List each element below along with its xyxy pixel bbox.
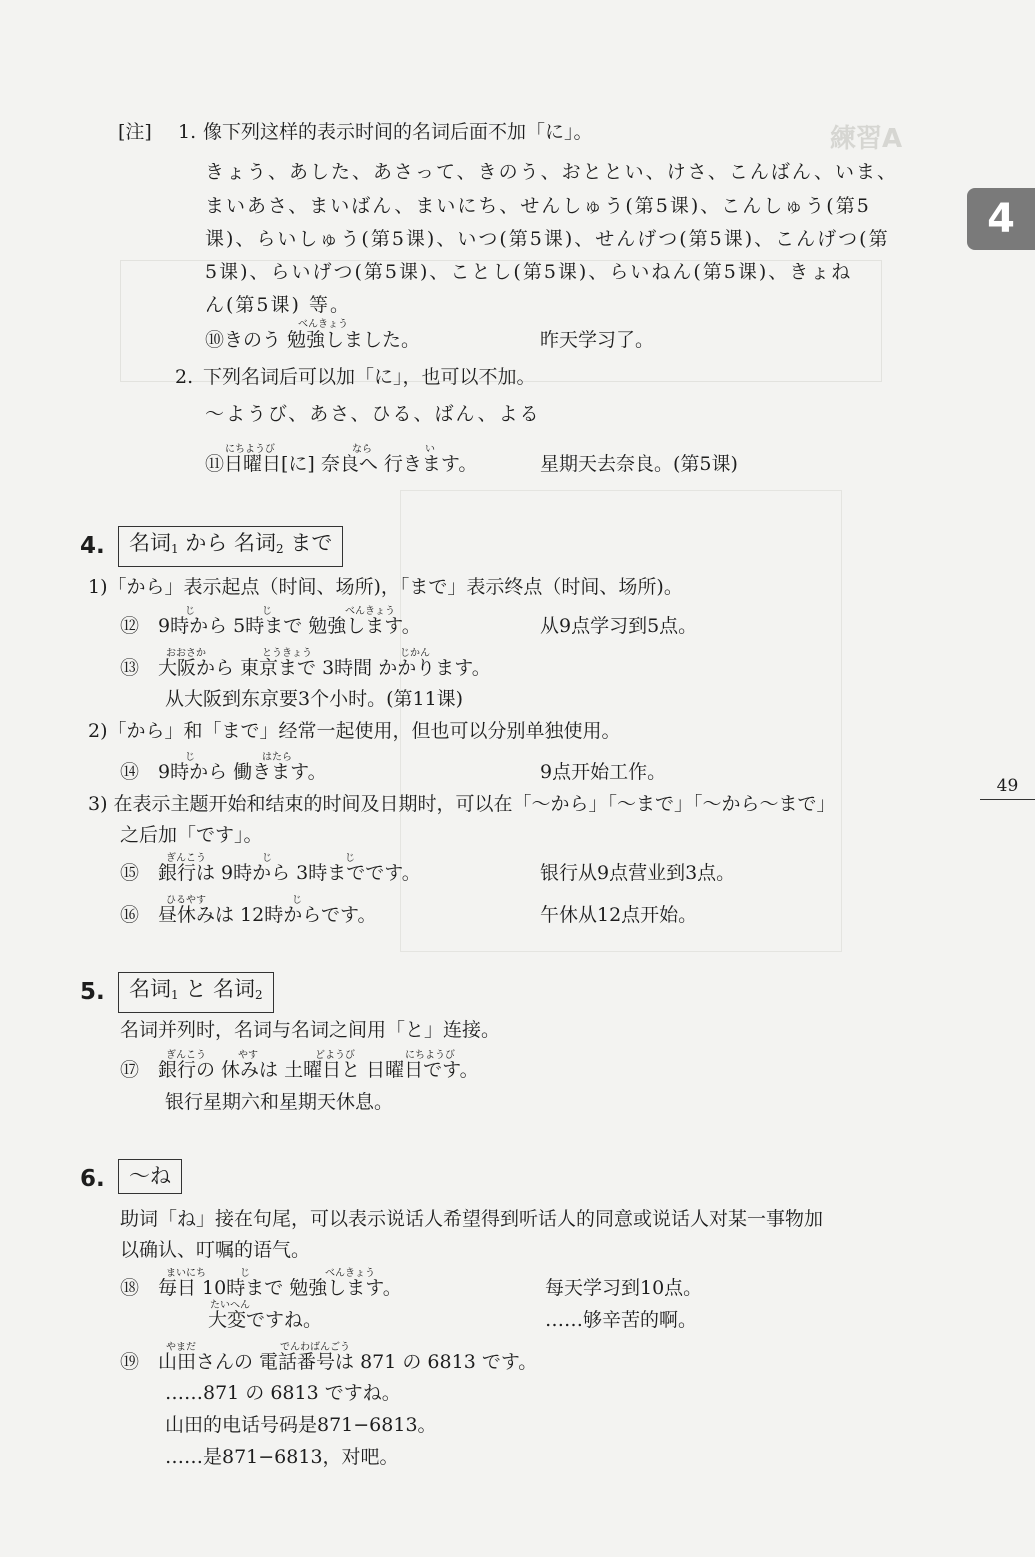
- section-6-point-1: 助词「ね」接在句尾，可以表示说话人希望得到听话人的同意或说话人对某一事物加: [120, 1208, 824, 1230]
- section-4-number: 4.: [80, 533, 105, 559]
- ruby: にちようび: [225, 444, 275, 455]
- example-17-jp: ⑰ 銀行の 休みは 土曜日と 日曜日です。: [120, 1059, 479, 1081]
- example-15-cn: 银行从9点营业到3点。: [540, 862, 736, 884]
- section-4-title-b: から 名词: [185, 531, 277, 555]
- ruby: とうきょう: [262, 648, 312, 659]
- ruby: じかん: [400, 648, 430, 659]
- bleed-through: 練習A: [830, 124, 903, 154]
- ruby: じ: [292, 895, 302, 906]
- example-17-cn: 银行星期六和星期天休息。: [165, 1091, 394, 1113]
- ruby: じ: [185, 606, 195, 617]
- ruby: じ: [262, 606, 272, 617]
- ruby: おおさか: [166, 648, 206, 659]
- example-10-jp: ⑩きのう 勉強しました。: [205, 329, 421, 351]
- example-15-jp: ⑮ 銀行は 9時から 3時までです。: [120, 862, 421, 884]
- note-line: 课)、らいしゅう(第5课)、いつ(第5课)、せんげつ(第5课)、こんげつ(第: [205, 228, 890, 250]
- chapter-tab: 4: [967, 188, 1035, 250]
- section-5-number: 5.: [80, 979, 105, 1005]
- ruby: やす: [238, 1050, 258, 1061]
- example-10-cn: 昨天学习了。: [540, 329, 655, 351]
- note-item2-number: 2.: [175, 366, 194, 388]
- section-5-point-1: 名词并列时，名词与名词之间用「と」连接。: [120, 1019, 501, 1041]
- note-item2-list: ～ようび、あさ、ひる、ばん、よる: [205, 403, 541, 425]
- ruby: じ: [185, 752, 195, 763]
- note-line: きょう、あした、あさって、きのう、おととい、けさ、こんばん、いま、: [205, 161, 899, 183]
- subscript: 2: [276, 542, 284, 556]
- note-item1-number: 1.: [178, 121, 197, 143]
- section-6-title: ～ね: [118, 1159, 182, 1194]
- section-4-point-3: 3) 在表示主题开始和结束的时间及日期时，可以在「～から」「～まで」「～から～まで」: [88, 793, 836, 815]
- ruby: やまだ: [166, 1342, 196, 1353]
- example-14-cn: 9点开始工作。: [540, 761, 667, 783]
- note-line: まいあさ、まいばん、まいにち、せんしゅう(第5课)、こんしゅう(第5: [205, 195, 871, 217]
- page-number: 49: [980, 776, 1035, 800]
- section-4-point-2: 2)「から」和「まで」经常一起使用，但也可以分别单独使用。: [88, 720, 621, 742]
- example-19-cn-reply: ……是871−6813，对吧。: [165, 1446, 399, 1468]
- section-5-title-b: と 名词: [185, 977, 256, 1001]
- ruby: はたら: [262, 752, 292, 763]
- ruby: じ: [262, 853, 272, 864]
- example-19-jp: ⑲ 山田さんの 電話番号は 871 の 6813 です。: [120, 1351, 538, 1373]
- example-13-cn: 从大阪到东京要3个小时。(第11课): [165, 688, 464, 710]
- ruby: じ: [240, 1268, 250, 1279]
- example-19-jp-reply: ……871 の 6813 ですね。: [165, 1382, 401, 1404]
- example-18-cn-reply: ……够辛苦的啊。: [545, 1309, 698, 1331]
- ruby: にちようび: [405, 1050, 455, 1061]
- example-13-jp: ⑬ 大阪から 東京まで 3時間 かかります。: [120, 657, 491, 679]
- ruby: ひるやす: [166, 895, 206, 906]
- example-12-jp: ⑫ 9時から 5時まで 勉強します。: [120, 615, 421, 637]
- section-6-number: 6.: [80, 1166, 105, 1192]
- example-14-jp: ⑭ 9時から 働きます。: [120, 761, 327, 783]
- example-16-cn: 午休从12点开始。: [540, 904, 698, 926]
- note-line: ん(第5课) 等。: [205, 294, 351, 316]
- note-label: [注]: [118, 121, 152, 143]
- section-4-point-1: 1)「から」表示起点（时间、场所)，「まで」表示终点（时间、场所)。: [88, 576, 683, 598]
- ruby: ぎんこう: [166, 853, 206, 864]
- example-11-cn: 星期天去奈良。(第5课): [540, 453, 738, 475]
- ruby: まいにち: [166, 1268, 206, 1279]
- example-18-jp: ⑱ 毎日 10時まで 勉強します。: [120, 1277, 402, 1299]
- section-5-title: [118, 972, 274, 1013]
- subscript: 1: [171, 988, 179, 1002]
- example-18-cn: 每天学习到10点。: [545, 1277, 703, 1299]
- example-12-cn: 从9点学习到5点。: [540, 615, 698, 637]
- ruby: なら: [352, 444, 372, 455]
- ruby: ぎんこう: [166, 1050, 206, 1061]
- example-19-cn: 山田的电话号码是871−6813。: [165, 1414, 437, 1436]
- ruby: たいへん: [210, 1300, 250, 1311]
- ruby: べんきょう: [325, 1268, 375, 1279]
- subscript: 2: [255, 988, 263, 1002]
- section-4-title-a: 名词: [129, 531, 171, 555]
- ruby: べんきょう: [345, 606, 395, 617]
- note-item2-title: 下列名词后可以加「に」，也可以不加。: [203, 366, 536, 388]
- example-18-jp-reply: 大変ですね。: [208, 1309, 323, 1331]
- ruby: じ: [345, 853, 355, 864]
- section-5-title-a: 名词: [129, 977, 171, 1001]
- ruby: どようび: [315, 1050, 355, 1061]
- ruby: い: [425, 444, 435, 455]
- example-11-jp: ⑪日曜日[に] 奈良へ 行きます。: [205, 453, 478, 475]
- section-6-point-1-cont: 以确认、叮嘱的语气。: [120, 1239, 311, 1261]
- section-4-title: [118, 526, 343, 567]
- ruby: べんきょう: [298, 319, 348, 330]
- note-line: 5课)、らいげつ(第5课)、ことし(第5课)、らいねん(第5课)、きょね: [205, 261, 853, 283]
- example-16-jp: ⑯ 昼休みは 12時からです。: [120, 904, 377, 926]
- ruby: でんわばんごう: [280, 1342, 350, 1353]
- note-item1-title: 像下列这样的表示时间的名词后面不加「に」。: [203, 121, 593, 143]
- subscript: 1: [171, 542, 179, 556]
- section-4-title-c: まで: [290, 531, 333, 555]
- section-4-point-3-cont: 之后加「です」。: [120, 824, 263, 846]
